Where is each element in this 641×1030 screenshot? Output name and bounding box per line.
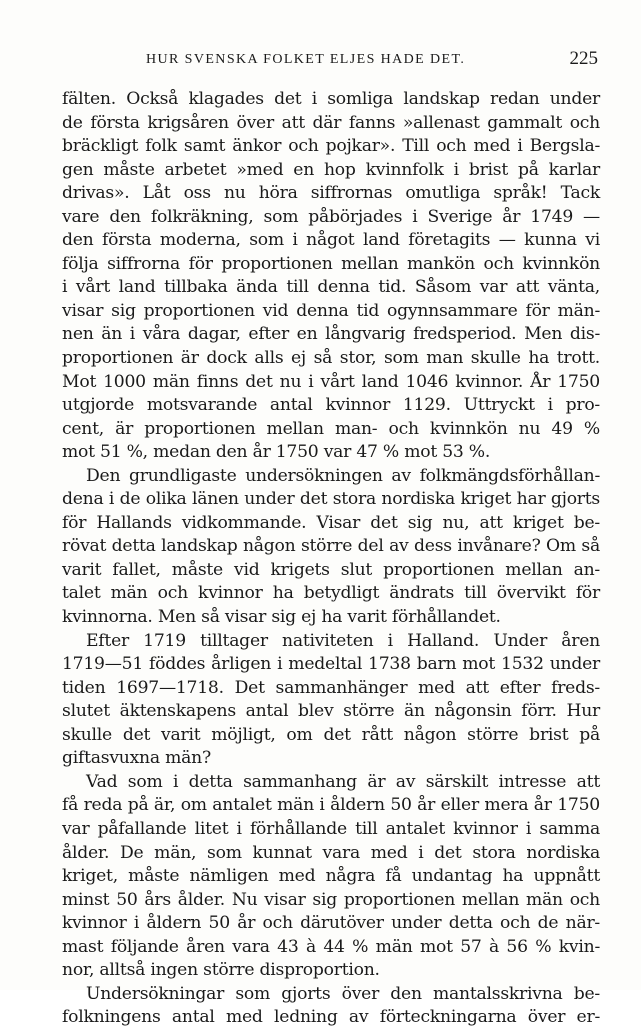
text-line: rövat detta landskap någon större del av dess invånare? Om så: [62, 536, 600, 557]
text-line: varit fallet, måste vid krigets slut proportionen mellan an-: [62, 559, 600, 580]
text-line: giftasvuxna män?: [62, 748, 211, 769]
text-line: proportionen är dock alls ej så stor, som man skulle ha trott.: [62, 348, 600, 369]
text-line: nor, alltså ingen större disproportion.: [62, 960, 380, 981]
text-line: skulle det varit möjligt, om det rått någon större brist på: [62, 724, 600, 745]
running-head: HUR SVENSKA FOLKET ELJES HADE DET.: [146, 52, 466, 67]
text-line: Den grundligaste undersökningen av folkmängdsförhållan-: [86, 465, 600, 486]
text-line: folkningens antal med ledning av förteckningarna över er-: [62, 1007, 600, 1028]
body-text: [62, 88, 600, 1030]
text-line: slutet äktenskapens antal blev större än någonsin förr. Hur: [62, 701, 600, 722]
text-line: kvinnor i åldern 50 år och därutöver under detta och de när-: [62, 913, 600, 934]
text-line: bräckligt folk samt änkor och pojkar». Till och med i Bergsla-: [62, 136, 600, 157]
text-line: ålder. De män, som kunnat vara med i det stora nordiska: [62, 842, 600, 863]
text-line: för Hallands vidkommande. Visar det sig nu, att kriget be-: [62, 512, 600, 533]
text-line: följa siffrorna för proportionen mellan mankön och kvinnkön: [62, 253, 600, 274]
text-line: i vårt land tillbaka ända till denna tid. Såsom var att vänta,: [62, 277, 600, 298]
text-line: 1719—51 föddes årligen i medeltal 1738 barn mot 1532 under: [62, 654, 600, 675]
text-line: nen än i våra dagar, efter en långvarig fredsperiod. Men dis-: [62, 324, 600, 345]
text-line: dena i de olika länen under det stora nordiska kriget har gjorts: [62, 489, 600, 510]
text-line: tiden 1697—1718. Det sammanhänger med att efter freds-: [62, 677, 600, 698]
text-line: den första moderna, som i något land företagits — kunna vi: [62, 230, 600, 251]
text-line: mot 51 %, medan den år 1750 var 47 % mot 53 %.: [62, 442, 491, 463]
text-line: vare den folkräkning, som påbörjades i Sverige år 1749 —: [62, 206, 600, 227]
text-line: de första krigsåren över att där fanns »allenast gammalt och: [62, 112, 600, 133]
text-line: utgjorde motsvarande antal kvinnor 1129. Uttryckt i pro-: [62, 395, 600, 416]
text-line: drivas». Låt oss nu höra siffrornas omutliga språk! Tack: [62, 183, 600, 204]
page-number: 225: [569, 48, 598, 69]
text-line: kvinnorna. Men så visar sig ej ha varit förhållandet.: [62, 607, 501, 628]
text-line: cent, är proportionen mellan man- och kvinnkön nu 49 %: [62, 418, 600, 439]
text-line: få reda på är, om antalet män i åldern 50 år eller mera år 1750: [62, 795, 600, 816]
text-line: Mot 1000 män finns det nu i vårt land 1046 kvinnor. År 1750: [62, 371, 600, 392]
page-header: [62, 48, 602, 72]
text-line: Vad som i detta sammanhang är av särskilt intresse att: [86, 771, 600, 792]
text-line: talet män och kvinnor ha betydligt ändrats till övervikt för: [62, 583, 600, 604]
text-line: fälten. Också klagades det i somliga landskap redan under: [62, 89, 600, 109]
text-line: mast följande åren vara 43 à 44 % män mot 57 à 56 % kvin-: [62, 936, 600, 957]
text-line: Efter 1719 tilltager nativiteten i Halland. Under åren: [86, 630, 600, 651]
text-line: kriget, måste nämligen med några få undantag ha uppnått: [62, 866, 600, 887]
text-line: visar sig proportionen vid denna tid ogynnsammare för män-: [62, 300, 600, 321]
text-line: gen måste arbetet »med en hop kvinnfolk i brist på karlar: [62, 159, 600, 180]
text-line: Undersökningar som gjorts över den mantalsskrivna be-: [86, 983, 600, 1004]
text-line: var påfallande litet i förhållande till antalet kvinnor i samma: [62, 818, 600, 839]
text-line: minst 50 års ålder. Nu visar sig proportionen mellan män och: [62, 889, 600, 910]
